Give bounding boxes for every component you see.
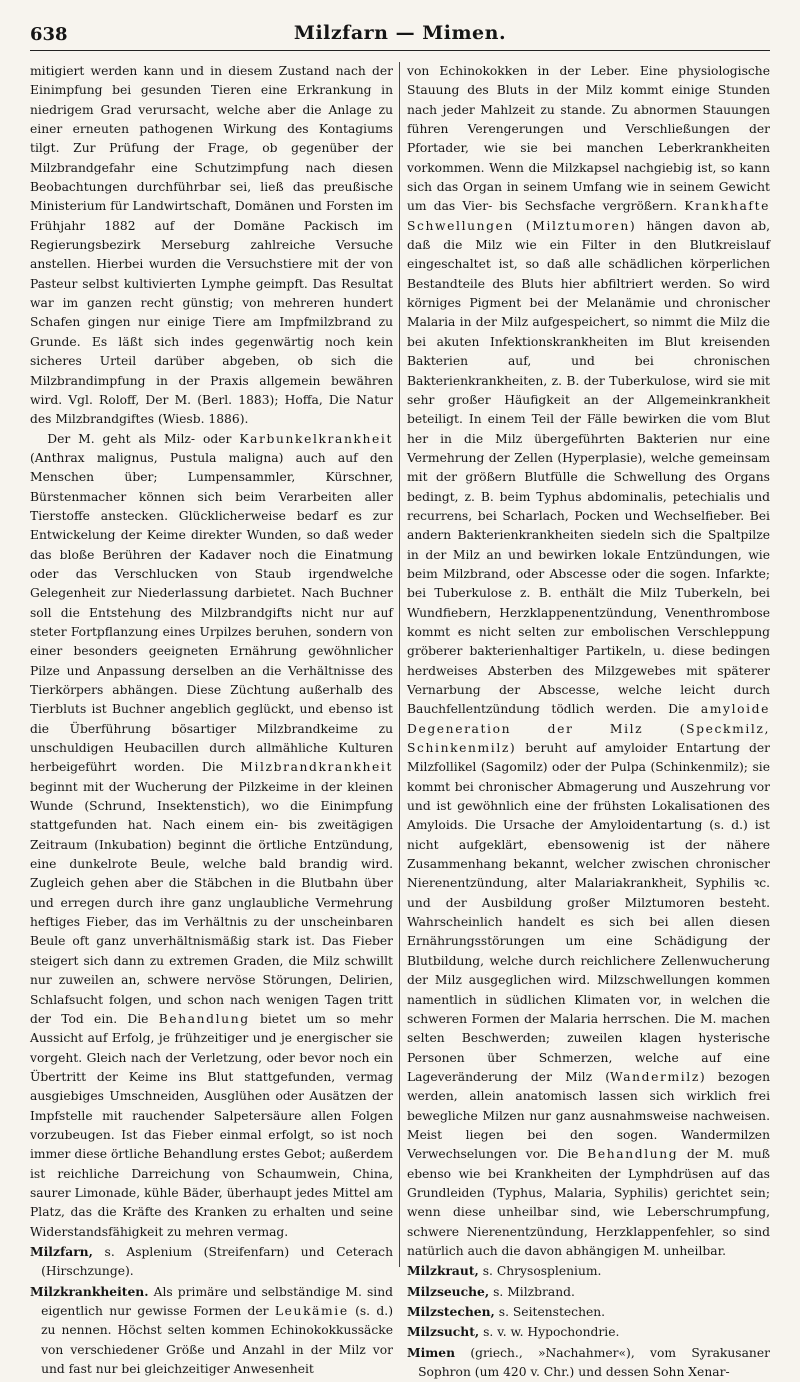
entry-milzkrankheiten (30, 1282, 393, 1380)
page-header (30, 14, 770, 51)
entry-milzfarn (30, 1242, 393, 1282)
entry-milzstechen (407, 1302, 770, 1322)
paragraph-text: ) bezogen werden, allein anatomisch lassen sich wirklich frei bewegliche Milzen nur ganz ausnahmsweise nachweisen. Meist liegen bei den sogen. Wandermilzen Verwechselungen vor. Die (407, 1069, 770, 1162)
left-column (30, 62, 394, 1377)
entry-text: s. v. w. Hypochondrie. (479, 1325, 620, 1340)
entry-text: s. Chrysosplenium. (478, 1264, 602, 1279)
entry-text: Als primäre und selbständige M. sind eigentlich nur gewisse Formen der (41, 1284, 393, 1318)
entry-milzseuche (407, 1282, 770, 1302)
paragraph-text: bietet um so mehr Aussicht auf Erfolg, je frühzeitiger und je energischer sie vorgeht. Gleich nach der Verletzung, oder bevor noch ein Übertritt der Keime ins Blut stattgefunden, vermag ausgiebiges Umschneiden, Ausglühen oder Ausätzen der Impfstelle mit rauchender Salpetersäure allen Folgen vorzubeugen. Ist das Fieber einmal erfolgt, so ist noch immer diese örtliche Behandlung erstes Gebot; außerdem ist reichliche Darreichung von Schaumwein, China, saurer Limonade, kühle Bäder, überhaupt jedes Mittel am Platz, das die Kräfte des Kranken zu erhalten und seine Widerstandsfähigkeit zu mehren vermag. (30, 1011, 393, 1239)
paragraph-text: beginnt mit der Wucherung der Pilzkeime in der kleinen Wunde (Schrund, Insektenstich), wo die Einimpfung stattgefunden hat. Nach einem ein- bis zweitägigen Zeitraum (Inkubation) beginnt die örtliche Entzündung, eine dunkelrote Beule, welche bald brandig wird. Zugleich gehen aber die Stäbchen in die Blutbahn über und erregen durch ihre ganz unglaubliche Vermehrung heftiges Fieber, das im Verhältnis zu der unscheinbaren Beule oft ganz unverhältnismäßig stark ist. Das Fieber steigert sich dann zu extremen Graden, die Milz schwillt nur zuweilen an, schwere nervöse Störungen, Delirien, Schlafsucht folgen, und schon nach wenigen Tagen tritt der Tod ein. Die (30, 779, 393, 1026)
spaced-term: Karbunkelkrankheit (239, 431, 393, 446)
entry-headword: Mimen (407, 1344, 456, 1360)
entry-headword: Milzkraut, (407, 1263, 479, 1279)
entry-text: s. Milzbrand. (489, 1284, 575, 1299)
paragraph-text: (Anthrax malignus, Pustula maligna) auch auf den Menschen über; Lumpensammler, Kürschner, Bürstenmacher können sich beim Verarbeiten aller Tierstoffe anstecken. Glücklicherweise bedarf es zur Entwickelung der Keime direkter Wunden, so daß weder das bloße Berühren der Kadaver noch die Einatmung oder das Verschlucken von Staub irgendwelche Gelegenheit zur Niederlassung darbietet. Nach Buchner soll die Entstehung des Milzbrandgifts nicht nur auf steter Fortpflanzung eines Urpilzes beruhen, sondern von einer besonders geeigneten Ernährung gewöhnlicher Pilze und Anpassung derselben an die Verhältnisse des Tierkörpers abhängen. Diese Züchtung außerhalb des Tierbluts ist Buchner angeblich geglückt, und ebenso ist die Überführung bösartiger Milzbrandkeime zu unschuldigen Heubacillen durch allmähliche Kulturen herbeigeführt worden. Die (30, 450, 393, 775)
entry-milzsucht (407, 1322, 770, 1342)
entry-headword: Milzseuche, (407, 1283, 490, 1299)
entry-mimen (407, 1343, 770, 1382)
paragraph-text: hängen davon ab, daß die Milz wie ein Filter in den Blutkreislauf eingeschaltet ist, so daß alle schädlichen körperlichen Bestandteile des Bluts hier abfiltriert werden. So wird körniges Pigment bei der Melanämie und chronischer Malaria in der Milz aufgespeichert, so nimmt die Milz die bei akuten Infektionskrankheiten im Blut kreisenden Bakterien auf, und bei chronischen Bakterienkrankheiten, z. B. der Tuberkulose, wird sie mit sehr großer Häufigkeit an der Allgemeinkrankheit beteiligt. In einem Teil der Fälle bewirken die vom Blut her in die Milz übergeführten Bakterien nur eine Vermehrung der Zellen (Hyperplasie), welche gemeinsam mit der größern Blutfülle die Schwellung des Organs bedingt, z. B. beim Typhus abdominalis, petechialis und recurrens, bei Scharlach, Pocken und Wechselfieber. Bei andern Bakterienkrankheiten siedeln sich die Spaltpilze in der Milz an und bewirken lokale Entzündungen, wie beim Milzbrand, oder Abscesse oder die sogen. Infarkte; bei Tuberkulose z. B. enthält die Milz Tuberkeln, bei Wundfiebern, Herzklappenentzündung, Venenthrombose kommt es nicht selten zur embolischen Verschleppung gröberer bakterienhaltiger Partikeln, u. diese bedingen herdweises Absterben des Milzgewebes mit späterer Vernarbung der Abscesse, welche leicht durch Bauchfellentzündung tödlich werden. Die (407, 218, 770, 717)
paragraph-text: der M. muß ebenso wie bei Krankheiten der Lymphdrüsen auf das Grundleiden (Typhus, Malaria, Syphilis) gerichtet sein; wenn diese unheilbar sind, wie Leberschrumpfung, schwere Nierenentzündung, Herzklappenfehler, so sind natürlich auch die davon abhängigen M. unheilbar. (407, 1147, 770, 1258)
entry-headword: Milzsucht, (407, 1324, 480, 1340)
spaced-term: amyloide Degeneration der Milz (Speckmilz, Schinkenmilz) (407, 702, 770, 756)
entry-headword: Milzstechen, (407, 1304, 495, 1319)
paragraph-text: von Echinokokken in der Leber. Eine physiologische Stauung des Bluts in der Milz kommt einige Stunden nach jeder Mahlzeit zu stande. Zu abnormen Stauungen führen Verengerungen und Verschließungen der Pfortader, wie sie bei manchen Leberkrankheiten vorkommen. Wenn die Milzkapsel nachgiebig ist, so kann sich das Organ in seinem Umfang wie in seinem Gewicht um das Vier- bis Sechsfache vergrößern. (407, 64, 770, 214)
entry-milzkraut (407, 1261, 770, 1281)
milzbrand-human-paragraph (30, 430, 393, 1242)
spaced-term: Behandlung (158, 1011, 250, 1026)
spaced-term: Milzbrandkrankheit (240, 760, 393, 775)
spaced-term: Krankhafte Schwellungen (Milztumoren) (407, 199, 770, 233)
right-column (407, 62, 770, 1380)
paragraph-text: beruht auf amyloider Entartung der Milzfollikel (Sagomilz) oder der Pulpa (Schinkenmilz); sie kommt bei chronischer Abmagerung und Auszehrung vor und ist gewöhnlich eine der frühsten Lokalisationen des Amyloids. Die Ursache der Amyloidentartung (s. d.) ist nicht aufgeklärt, ebensowenig ist der nähere Zusammenhang bekannt, welcher zwischen chronischer Nierenentzündung, alter Malariakrankheit, Syphilis ꝛc. und der Ausbildung großer Milztumoren besteht. Wahrscheinlich handelt es sich bei allen diesen Ernährungsstörungen um eine Schädigung der Blutbildung, welche durch reichlichere Zellenwucherung der Milz ausgeglichen wird. Milzschwellungen kommen namentlich in südlichen Klimaten vor, in welchen die schweren Formen der Malaria herrschen. Die M. machen selten Beschwerden; zuweilen klagen hysterische Personen über Schmerzen, welche auf eine Lageveränderung der Milz ( (407, 741, 770, 1084)
running-head: Milzfarn — Mimen. (293, 22, 507, 44)
column-divider (399, 62, 400, 1267)
spaced-term: Behandlung (587, 1147, 679, 1162)
milzkrankheiten-continuation-paragraph (407, 62, 770, 1261)
spaced-term: Wandermilz (610, 1069, 700, 1084)
page-number: 638 (30, 24, 68, 45)
entry-headword: Milzkrankheiten. (30, 1283, 149, 1299)
entry-text: s. Asplenium (Streifenfarn) und Ceterach (Hirschzunge). (41, 1244, 393, 1279)
spaced-term: Leukämie (274, 1304, 349, 1318)
paragraph-text: Der M. geht als Milz- oder (47, 431, 240, 446)
entry-text: (griech., »Nachahmer«), vom Syrakusaner Sophron (um 420 v. Chr.) und dessen Sohn Xenar- (418, 1345, 770, 1380)
entry-headword: Milzfarn, (30, 1243, 93, 1259)
milzbrand-continuation-paragraph: mitigiert werden kann und in diesem Zustand nach der Einimpfung bei gesunden Tieren eine Erkrankung in niedrigem Grad verursacht, welche aber die Anlage zu einer erneuten pathogenen Wirkung des Kontagiums tilgt. Zur Prüfung der Frage, ob gegenüber der Milzbrandgefahr eine Schutzimpfung nach diesen Beobachtungen durchführbar sei, ließ das preußische Ministerium für Landwirtschaft, Domänen und Forsten im Frühjahr 1882 auf der Domäne Packisch im Regierungsbezirk Merseburg zahlreiche Versuche anstellen. Hierbei wurden die Versuchstiere mit der von Pasteur selbst kultivierten Lymphe geimpft. Das Resultat war im ganzen recht günstig; von mehreren hundert Schafen gingen nur einige Tiere am Impfmilzbrand zu Grunde. Es läßt sich indes gegenwärtig noch kein sicheres Urteil darüber abgeben, ob sich die Milzbrandimpfung in der Praxis allgemein bewähren wird. Vgl. Roloff, Der M. (Berl. 1883); Hoffa, Die Natur des Milzbrandgiftes (Wiesb. 1886). (30, 64, 393, 427)
entry-text: s. Seitenstechen. (494, 1305, 606, 1319)
entry-text: (s. d.) zu nennen. Höchst selten kommen Echinokokkussäcke von verschiedener Größe und Anzahl in der Milz vor und fast nur bei gleichzeitiger Anwesenheit (41, 1304, 394, 1377)
